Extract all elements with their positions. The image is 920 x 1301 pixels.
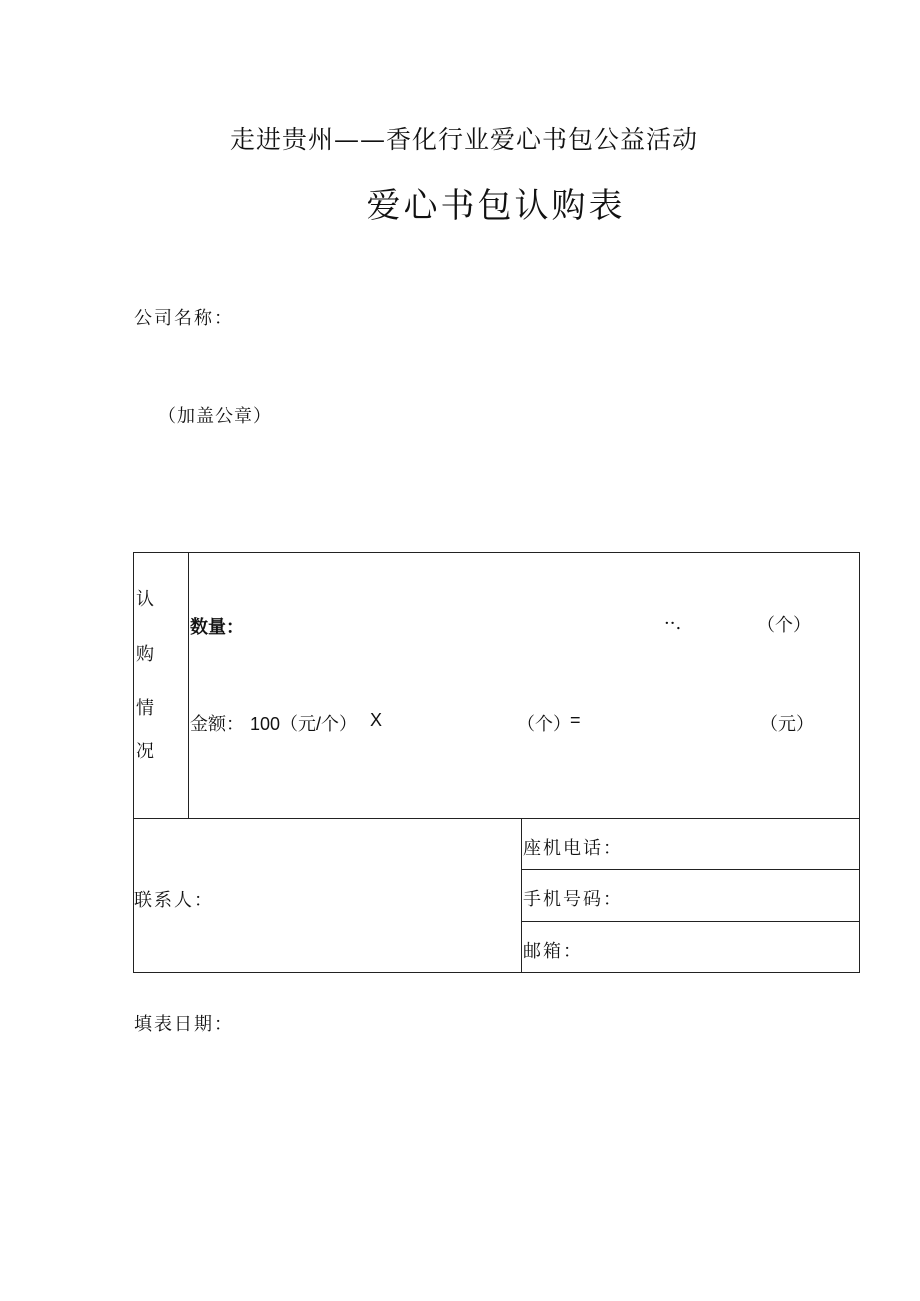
amount-times-sign: X: [370, 710, 383, 730]
quantity-unit: （个）: [757, 615, 811, 636]
amount-label: 金额：: [190, 714, 244, 735]
mobile-number-label: 手机号码：: [523, 889, 623, 910]
table-divider-contact: [521, 818, 522, 973]
table-divider-side-label: [188, 552, 189, 819]
landline-phone-label: 座机电话：: [523, 838, 623, 859]
event-subtitle: 走进贵州——香化行业爱心书包公益活动: [229, 125, 698, 154]
quantity-marks: ··.: [664, 613, 682, 634]
amount-equals-sign: =: [570, 710, 581, 730]
table-divider-row: [133, 818, 860, 819]
table-border-top: [133, 552, 860, 553]
side-label-char: 况: [136, 741, 154, 762]
table-border-right: [859, 552, 860, 973]
amount-unit-price: 100（元/个）: [250, 714, 358, 734]
table-divider-landline: [521, 869, 860, 870]
company-name-label: 公司名称：: [134, 308, 234, 329]
email-label: 邮箱：: [523, 941, 583, 962]
quantity-label: 数量：: [190, 617, 244, 638]
fill-date-label: 填表日期：: [134, 1014, 234, 1035]
page-title: 爱心书包认购表: [366, 186, 626, 226]
seal-note: （加盖公章）: [158, 406, 272, 427]
side-label-char: 认: [136, 589, 154, 610]
table-border-bottom: [133, 972, 860, 973]
amount-count-unit: （个）: [517, 714, 571, 735]
side-label-char: 情: [136, 698, 154, 719]
amount-total-unit: （元）: [760, 714, 814, 735]
side-label-char: 购: [136, 644, 154, 665]
table-divider-mobile: [521, 921, 860, 922]
contact-person-label: 联系人：: [134, 890, 214, 911]
